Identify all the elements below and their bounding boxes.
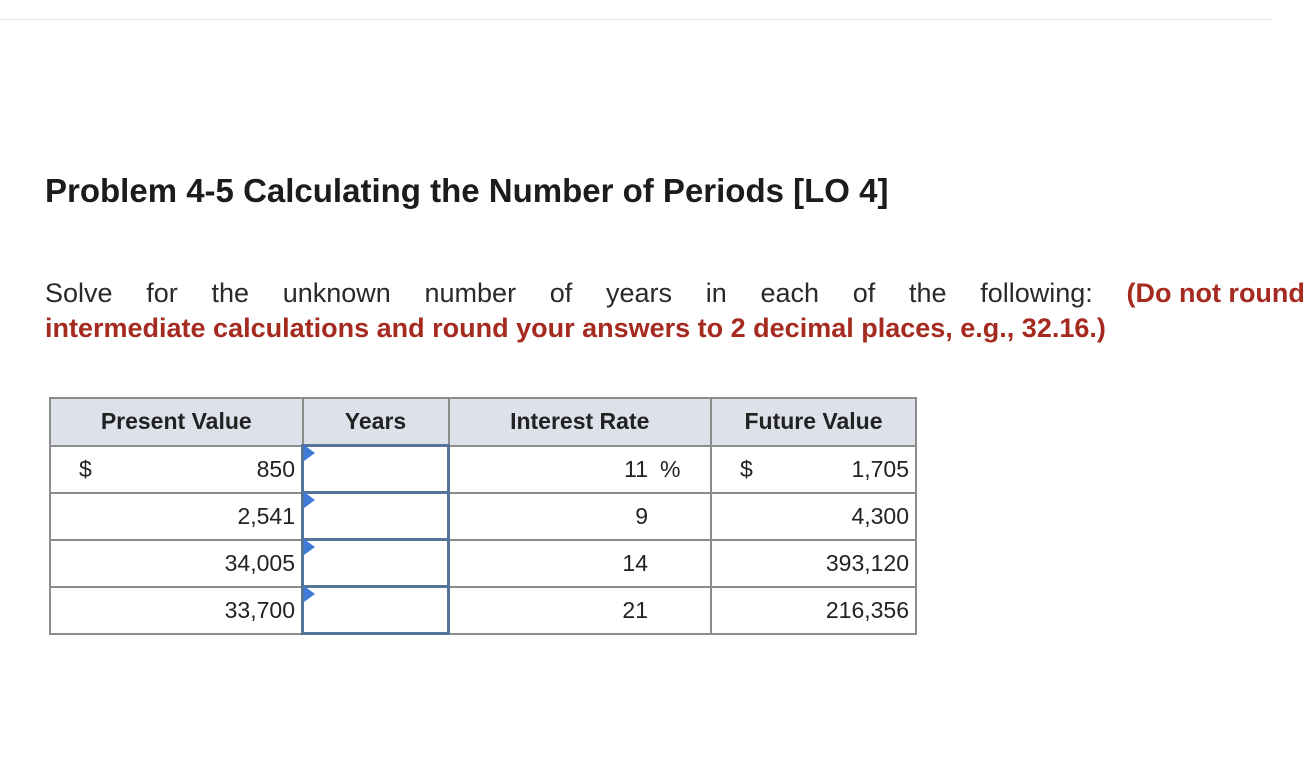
instruction-word: of xyxy=(852,278,876,308)
years-cell xyxy=(303,587,449,634)
interest-rate: 14 xyxy=(449,540,655,587)
table-row xyxy=(50,493,916,540)
present-value: 2,541 xyxy=(50,493,303,540)
page-title: Problem 4-5 Calculating the Number of Periods [LO 4] xyxy=(45,172,889,209)
instructions xyxy=(45,276,1305,346)
percent-spacer xyxy=(654,587,711,634)
input-flag-icon xyxy=(304,586,315,602)
years-input[interactable] xyxy=(304,450,447,488)
years-input[interactable] xyxy=(304,497,447,535)
header-interest-rate: Interest Rate xyxy=(449,398,712,446)
percent-spacer xyxy=(654,540,711,587)
instruction-word: number xyxy=(424,278,517,308)
percent-spacer xyxy=(654,493,711,540)
instruction-word: of xyxy=(549,278,573,308)
header-future-value: Future Value xyxy=(711,398,916,446)
future-value: 4,300 xyxy=(711,493,916,540)
instructions-line-1 xyxy=(45,276,1305,311)
future-value: 1,705 xyxy=(851,455,909,482)
years-input[interactable] xyxy=(304,544,447,582)
percent-symbol: % xyxy=(654,446,711,493)
instruction-word: for xyxy=(146,278,178,308)
instruction-word: years xyxy=(606,278,673,308)
currency-symbol: $ xyxy=(740,455,753,482)
future-value: 216,356 xyxy=(711,587,916,634)
interest-rate: 11 xyxy=(449,446,655,493)
instruction-word: Solve xyxy=(45,278,113,308)
top-divider xyxy=(0,19,1272,20)
instructions-emphasis: intermediate calculations and round your answers to 2 decimal places, e.g., 32.16.) xyxy=(45,313,1106,343)
table-row xyxy=(50,540,916,587)
present-value: 33,700 xyxy=(50,587,303,634)
table-row xyxy=(50,446,916,493)
future-value-cell xyxy=(711,446,916,493)
header-years: Years xyxy=(303,398,449,446)
future-value: 393,120 xyxy=(711,540,916,587)
present-value: 34,005 xyxy=(50,540,303,587)
years-cell xyxy=(303,446,449,493)
present-value: 850 xyxy=(256,455,295,482)
instruction-word: the xyxy=(211,278,250,308)
instruction-word: each xyxy=(760,278,820,308)
interest-rate: 21 xyxy=(449,587,655,634)
table-header-row xyxy=(50,398,916,446)
years-cell xyxy=(303,540,449,587)
interest-rate: 9 xyxy=(449,493,655,540)
instruction-emphasis-start: (Do not round xyxy=(1126,278,1305,308)
input-flag-icon xyxy=(304,539,315,555)
currency-symbol: $ xyxy=(79,455,92,482)
input-flag-icon xyxy=(304,445,315,461)
header-present-value: Present Value xyxy=(50,398,303,446)
instruction-word: following: xyxy=(980,278,1093,308)
years-input[interactable] xyxy=(304,591,447,629)
input-flag-icon xyxy=(304,492,315,508)
table-row xyxy=(50,587,916,634)
instruction-word: the xyxy=(908,278,947,308)
instruction-word: unknown xyxy=(282,278,391,308)
problem-table xyxy=(49,397,917,635)
present-value-cell xyxy=(50,446,303,493)
instruction-word: in xyxy=(705,278,727,308)
years-cell xyxy=(303,493,449,540)
